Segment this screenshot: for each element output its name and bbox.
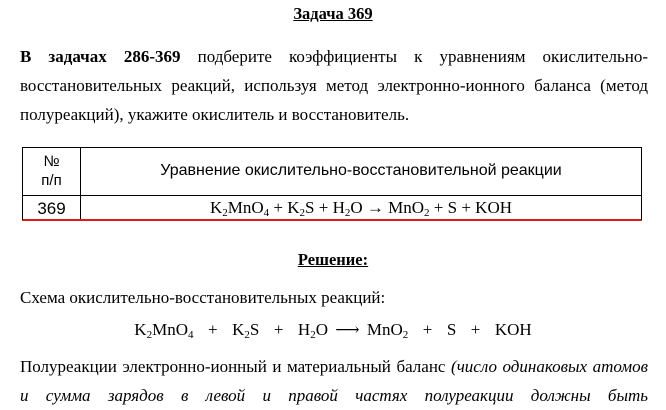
task-title: Задача 369 — [293, 4, 373, 23]
task-text: подберите коэффициенты к уравнениям окислительно-восстановительных реакций, используя метод электронно-ионного баланса (метод полуреакций), укажите окислитель и восстановитель. — [20, 47, 648, 124]
scheme-equation: $K_2MnO_4 + K_2S + H_2O$ ⟶ MnO$_2$ + S + KOH — [134, 320, 532, 341]
balance-paragraph: Полуреакции электронно-ионный и материальный баланс (число одинаковых атомов и сумма зарядов в левой и правой частях полуреакции должны быть — [20, 357, 648, 405]
task-range: В задачах 286-369 — [20, 47, 181, 66]
task-description — [20, 42, 648, 129]
balance-note: (число одинаковых атомов и сумма зарядов в левой и правой частях полуреакции должны быть — [20, 357, 648, 405]
header-equation: Уравнение окислительно-восстановительной реакции — [160, 162, 562, 179]
row-equation: $K_2MnO_4 + K_2S + H_2O \to MnO_2 + S$ + KOH — [209, 198, 513, 219]
scheme-label: Схема окислительно-восстановительных реакций: — [20, 288, 386, 307]
header-number: № п/п — [41, 153, 62, 189]
solution-title: Решение: — [297, 250, 369, 269]
reaction-table — [22, 147, 642, 221]
row-number: 369 — [37, 199, 66, 218]
